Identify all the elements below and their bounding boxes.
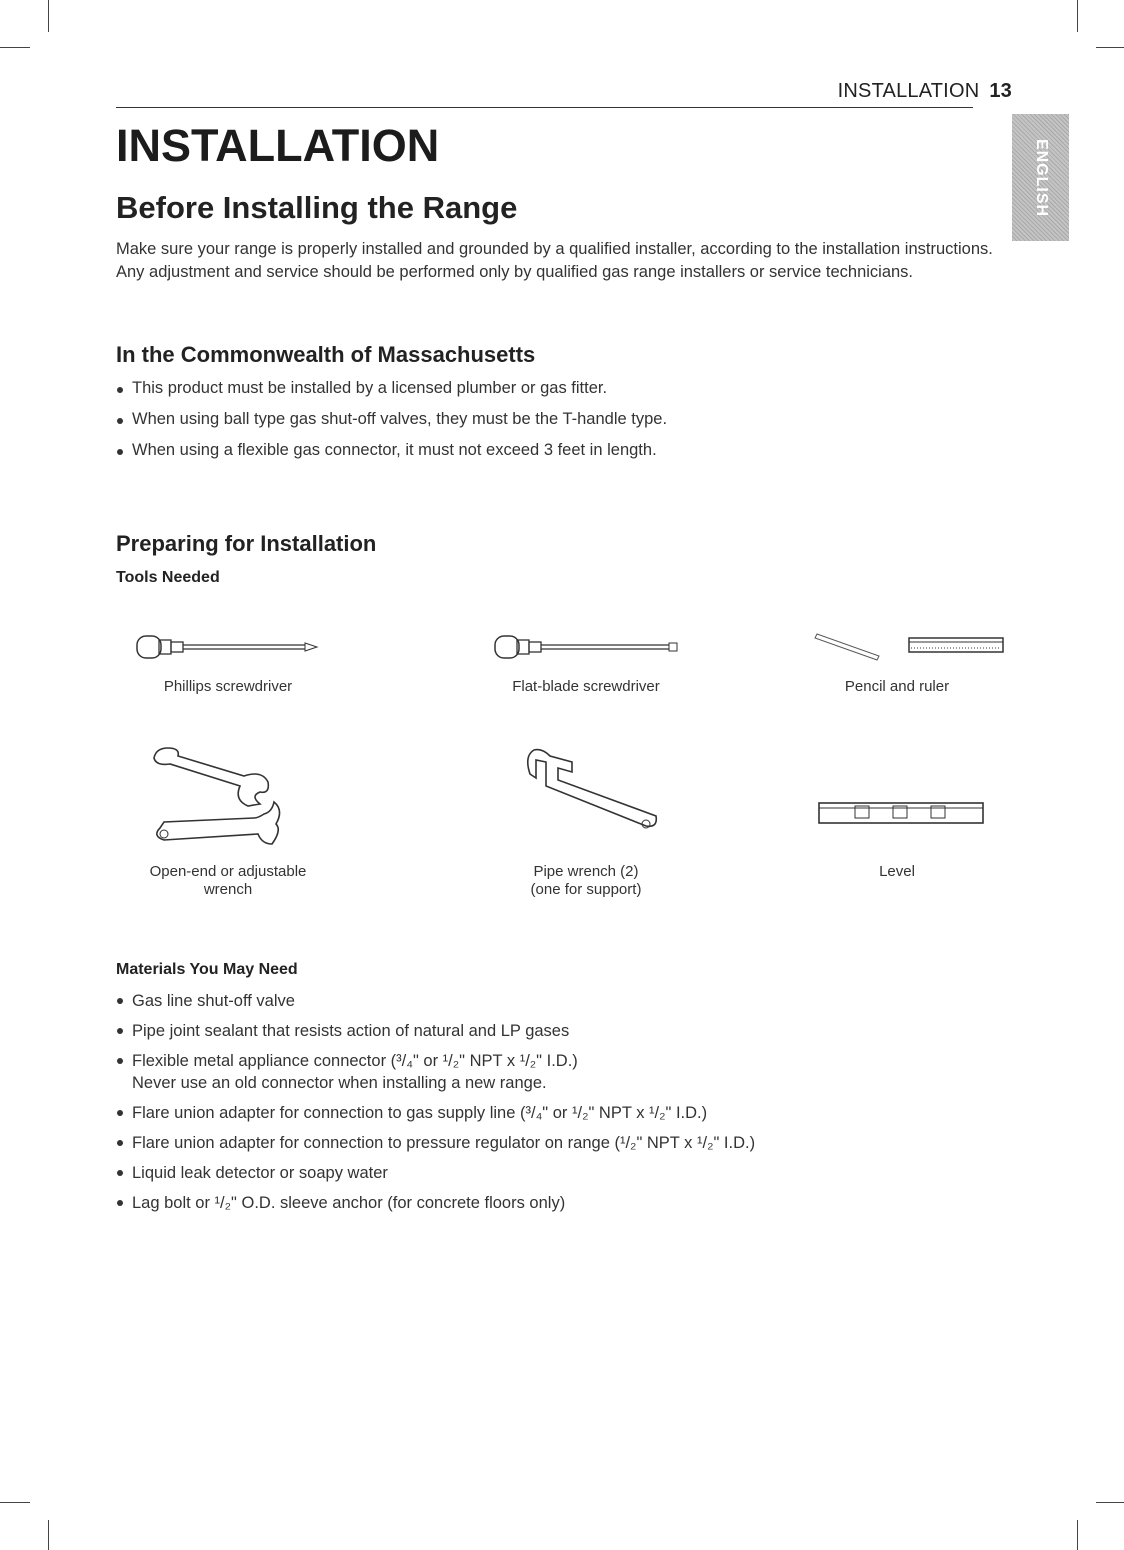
intro-paragraph: Make sure your range is properly installed and grounded by a qualified installer, according to the installation instructions. Any adjustment and service should be performed only by qualified gas range installers or service technicians. (116, 240, 993, 281)
language-tab-label: ENGLISH (1032, 138, 1050, 217)
list-item: Pipe joint sealant that resists action of natural and LP gases (116, 1020, 996, 1050)
list-item (116, 1050, 996, 1102)
preparing-heading: Preparing for Installation (116, 531, 377, 556)
tools-heading: Tools Needed (116, 569, 220, 586)
header-rule (116, 107, 973, 108)
list-item: When using ball type gas shut-off valves, they must be the T-handle type. (116, 410, 667, 441)
flat-screwdriver-icon (491, 628, 681, 664)
tool-pipe-wrench (456, 738, 716, 899)
section-title: Before Installing the Range (116, 190, 518, 225)
crop-mark (0, 47, 30, 48)
header-section: INSTALLATION (837, 80, 980, 102)
massachusetts-list (116, 379, 667, 472)
list-item-note: Never use an old connector when installing a new range. (132, 1074, 547, 1092)
language-tab (1012, 114, 1069, 241)
running-header (838, 80, 1012, 103)
pipe-wrench-icon (496, 738, 676, 863)
tool-label-line2: (one for support) (530, 881, 642, 898)
list-item: Flare union adapter for connection to gas supply line (³/₄" or ¹/₂" NPT x ¹/₂" I.D.) (116, 1102, 996, 1132)
page-title: INSTALLATION (116, 120, 440, 171)
tool-label: Pipe wrench (2) (533, 863, 639, 880)
materials-heading: Materials You May Need (116, 961, 298, 978)
tool-pencil-ruler (767, 628, 1027, 696)
page-number: 13 (989, 80, 1012, 102)
pencil-ruler-icon (787, 628, 1007, 664)
crop-mark (1096, 47, 1124, 48)
tool-label: Open-end or adjustable (149, 863, 307, 880)
massachusetts-heading: In the Commonwealth of Massachusetts (116, 342, 536, 367)
list-item: Liquid leak detector or soapy water (116, 1162, 996, 1192)
list-item-text: Flexible metal appliance connector (³/₄" or ¹/₂" NPT x ¹/₂" I.D.) (132, 1052, 578, 1070)
crop-mark (1077, 1520, 1078, 1550)
tool-level (767, 738, 1027, 881)
tool-label: Pencil and ruler (844, 678, 950, 695)
list-item: This product must be installed by a licensed plumber or gas fitter. (116, 379, 667, 410)
tool-label: Level (879, 863, 915, 880)
crop-mark (1096, 1502, 1124, 1503)
wrench-icon (138, 738, 318, 863)
crop-mark (0, 1502, 30, 1503)
tool-flat-blade (456, 628, 716, 696)
list-item: Lag bolt or ¹/₂" O.D. sleeve anchor (for concrete floors only) (116, 1192, 996, 1222)
phillips-screwdriver-icon (133, 628, 323, 664)
list-item: Flare union adapter for connection to pressure regulator on range (¹/₂" NPT x ¹/₂" I.D.) (116, 1132, 996, 1162)
list-item: Gas line shut-off valve (116, 990, 996, 1020)
tool-phillips (98, 628, 358, 696)
level-icon (807, 738, 987, 863)
tool-label-line2: wrench (203, 881, 253, 898)
crop-mark (1077, 0, 1078, 32)
tool-wrench (98, 738, 358, 899)
list-item: When using a flexible gas connector, it must not exceed 3 feet in length. (116, 441, 667, 472)
materials-list (116, 990, 996, 1222)
crop-mark (48, 1520, 49, 1550)
tool-label: Flat-blade screwdriver (512, 678, 660, 695)
crop-mark (48, 0, 49, 32)
tool-label: Phillips screwdriver (163, 678, 293, 695)
